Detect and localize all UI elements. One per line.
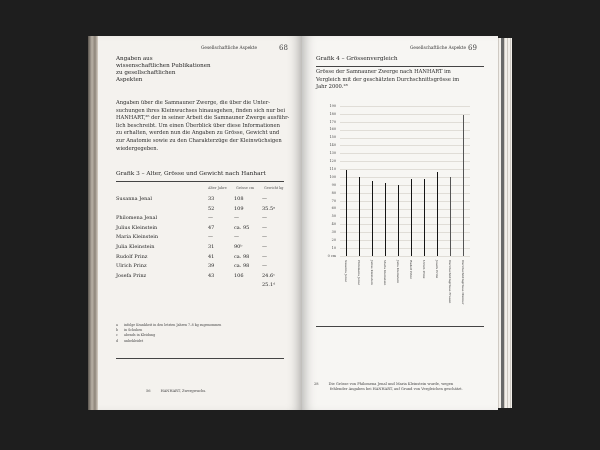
table-row	[116, 205, 276, 214]
table-cell-weight: —	[262, 234, 267, 241]
table-cell-weight: —	[262, 263, 267, 270]
chart-title: Grafik 4 – Grössenvergleich	[316, 56, 398, 62]
gridline	[340, 106, 470, 107]
table-cell-height: ca. 98	[234, 263, 250, 270]
table-row	[116, 254, 266, 262]
y-tick-label: 160	[329, 127, 336, 132]
open-book	[88, 36, 512, 410]
table-cell-age: 52	[208, 205, 215, 212]
footnote: b in Schuhen	[116, 328, 143, 333]
table-cell-height: —	[234, 215, 239, 222]
table-cell-height: ca. 98	[234, 253, 250, 260]
height-comparison-chart	[318, 102, 488, 352]
table-cell-age: 43	[208, 272, 215, 279]
table-row	[116, 272, 275, 281]
gridline	[340, 130, 470, 131]
table-row	[116, 196, 266, 204]
y-tick-label: 80	[331, 190, 336, 195]
footnote-rule	[116, 358, 284, 359]
y-tick-label: 90	[331, 182, 336, 187]
intro-paragraph: Angaben über die Samnauner Zwerge, die über die Unter- suchungen ihres Kleinwuchses hinausgehen, finden sich nur bei HANHART,²⁶ der in seiner Arbeit die Samnauner Zwerge ausführ- lich beschreibt. Um einen Überblick über diese Informationen zu erhalten, werden nun die Angaben zu Grösse, Gewicht und zur Anatomie sowie zu den Charakterzüge der Kleinwüchsigen wiedergegeben.	[116, 100, 290, 152]
table-cell-name: Josefa Prinz	[116, 272, 147, 279]
y-tick-label: 110	[329, 166, 336, 171]
y-tick-label: 130	[329, 151, 336, 156]
running-head: Gesellschaftliche Aspekte	[410, 46, 467, 51]
category-label: Philomena Jenal	[357, 260, 362, 285]
table-cell-name: Ulrich Prinz	[116, 263, 147, 270]
table-cell-age: —	[208, 234, 213, 241]
section-title: Angaben aus wissenschaftlichen Publikationen zu gesellschaftlichen Aspekten	[116, 56, 211, 83]
table-title: Grafik 3 – Alter, Grösse und Gewicht nach Hanhart	[116, 171, 266, 177]
table-cell-weight: —	[262, 253, 267, 260]
gridline	[340, 256, 470, 257]
table-header: Alter Jahre Grösse cm Gewicht kg	[208, 186, 284, 190]
bar	[359, 177, 361, 256]
category-label: Durchschnittsgrösse Frauen	[448, 260, 453, 304]
category-label: Julius Kleinstein	[370, 260, 375, 285]
table-footnotes	[116, 323, 221, 344]
category-label: Ulrich Prinz	[422, 260, 427, 279]
bookmark-ribbon	[501, 38, 504, 408]
table-cell-weight: 35.5ᵃ	[262, 205, 276, 212]
category-label: Rudolf Prinz	[409, 260, 414, 279]
table-cell-weight: 24.6ᶜ	[262, 272, 275, 279]
bar	[346, 170, 348, 256]
table-cell-age: 33	[208, 196, 215, 202]
bar	[437, 172, 439, 256]
category-label: Maria Kleinstein	[383, 260, 388, 286]
chart-bottom-rule	[316, 326, 484, 327]
y-tick-label: 20	[331, 238, 336, 242]
table-cell-weight: —	[262, 196, 267, 202]
left-page	[98, 36, 302, 410]
y-tick-label: 40	[331, 222, 336, 227]
footnote: a infolge Krankheit in den letzten Jahren 7–8 kg zugenommen	[116, 323, 222, 327]
y-tick-label: 60	[331, 206, 336, 211]
y-tick-label: 150	[329, 135, 336, 140]
category-label: Susanna Jenal	[344, 260, 349, 282]
y-tick-label: 170	[329, 119, 336, 124]
bar	[463, 115, 464, 256]
category-label: Durchschnittsgrösse Männer	[461, 260, 466, 305]
table-cell-weight: 25.1ᵈ	[262, 282, 276, 289]
footnote: d unbekleidet	[116, 338, 144, 343]
bar	[450, 177, 451, 256]
y-tick-label: 10	[331, 245, 336, 250]
page-number: 68	[279, 44, 288, 52]
table-cell-name: Philomena Jenal	[116, 215, 158, 222]
y-tick-label: 140	[329, 143, 336, 148]
gridline	[340, 145, 470, 146]
bar	[372, 181, 374, 256]
gridline	[340, 138, 470, 139]
y-tick-label: 30	[331, 230, 336, 235]
table-row	[116, 263, 266, 271]
category-label: Josefa Prinz	[435, 260, 440, 279]
footer-note: 28 Die Grösse von Philomena Jenal und Maria Kleinstein wurde, wegen fehlender Angaben bei HANHART, auf Grund von Vergleichen geschätzt.	[314, 382, 463, 391]
gridline	[340, 153, 470, 154]
chart-title-rule	[316, 66, 484, 67]
table-cell-name: Julia Kleinstein	[116, 244, 155, 250]
chart-caption: Grösse der Samnauner Zwerge nach HANHART im Vergleich mit der geschätzten Durchschnittsgrösse im Jahr 2000.²⁸	[316, 69, 460, 91]
table-cell-weight: —	[262, 224, 267, 231]
bar	[411, 179, 413, 256]
table-cell-age: 31	[208, 244, 215, 250]
table-cell-height: —	[234, 234, 239, 241]
table-cell-height: 109	[234, 205, 244, 212]
table-cell-height: 108	[234, 196, 244, 202]
right-page	[302, 36, 498, 410]
footnote: c abends in Kleidung	[116, 333, 156, 338]
table-cell-name: Maria Kleinstein	[116, 234, 159, 241]
table-cell-height: 106	[234, 272, 244, 279]
table-cell-weight: —	[262, 244, 267, 250]
bar	[385, 183, 387, 256]
y-tick-label: 180	[329, 111, 336, 116]
table-cell-age: 41	[208, 253, 215, 260]
table-cell-height: ca. 95	[234, 224, 250, 231]
page-block-edge	[498, 38, 512, 408]
y-tick-label: 70	[331, 198, 336, 203]
y-tick-label: 50	[331, 214, 336, 219]
table-row	[116, 282, 276, 290]
table-rule	[116, 181, 284, 182]
gridline	[340, 122, 470, 123]
table-cell-name: Julius Kleinstein	[116, 224, 158, 231]
gridline	[340, 169, 470, 170]
table-row	[116, 244, 266, 252]
y-tick-label: 190	[329, 103, 336, 108]
table-cell-weight: —	[262, 215, 267, 222]
category-label: Julia Kleinstein	[396, 260, 401, 284]
table-cell-name: Rudolf Prinz	[116, 253, 148, 260]
table-cell-age: —	[208, 215, 213, 222]
table-cell-age: 39	[208, 263, 215, 270]
table-cell-name: Susanna Jenal	[116, 196, 152, 202]
gridline	[340, 161, 470, 162]
bar	[424, 179, 426, 256]
bar	[398, 185, 400, 256]
table-row	[116, 225, 266, 233]
y-tick-label: 100	[329, 174, 336, 179]
table-cell-age: 47	[208, 224, 215, 231]
y-tick-label: 120	[329, 159, 336, 164]
y-tick-label: 0 cm	[327, 253, 336, 258]
footer-note: 56 HANHART, Zwergwuchs.	[146, 389, 207, 393]
running-head: Gesellschaftliche Aspekte	[201, 46, 258, 51]
page-number: 69	[468, 44, 477, 52]
book-cover-edge	[88, 36, 98, 410]
table-row	[116, 215, 266, 223]
gridline	[340, 114, 470, 115]
table-cell-height: 90ᵇ	[234, 244, 243, 250]
table-row	[116, 234, 266, 242]
